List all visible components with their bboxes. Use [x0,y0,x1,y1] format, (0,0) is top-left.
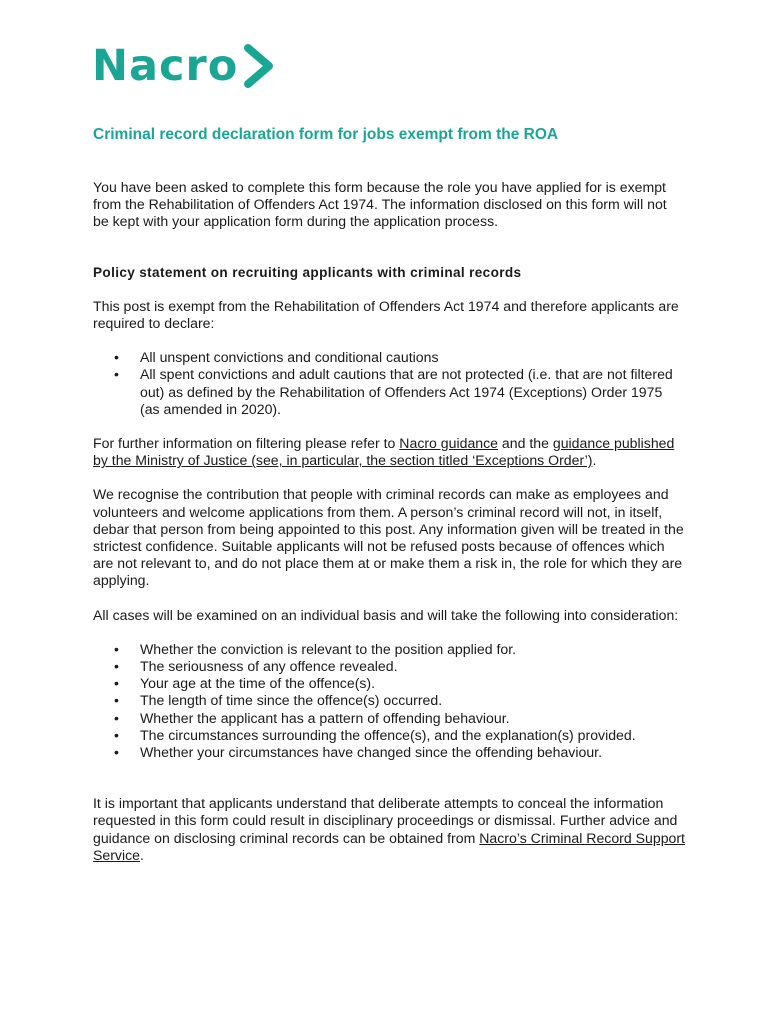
logo-wordmark: Nacro [92,40,239,91]
list-item [93,349,685,366]
list-item-text: Your age at the time of the offence(s). [140,675,376,692]
list-item-text: All unspent convictions and conditional cautions [140,349,439,366]
bullet-icon: • [114,709,119,726]
chevron-right-icon [242,43,276,89]
nacro-logo [92,40,276,92]
cases-paragraph: All cases will be examined on an individual basis and will take the following into consideration: [93,606,679,623]
bullet-icon: • [114,640,119,657]
closing-paragraph [93,795,685,864]
further-info-paragraph [93,435,685,469]
list-item [93,727,685,744]
list-item-text: The seriousness of any offence revealed. [140,658,398,675]
list-item [93,744,685,761]
further-info-text: and the [498,435,553,452]
document-body [93,179,685,881]
bullet-icon: • [114,349,119,366]
closing-text: It is important that applicants understand that deliberate attempts to conceal the information requested in this form could result in disciplinary proceedings or dismissal. Further advice and guidance on disclosing criminal records can be obtained from [93,795,678,846]
list-item-text: Whether the applicant has a pattern of offending behaviour. [140,709,510,726]
nacro-guidance-link[interactable]: Nacro guidance [399,435,499,452]
list-item-text: The length of time since the offence(s) occurred. [140,692,443,709]
list-item [93,710,685,727]
intro-paragraph: You have been asked to complete this form because the role you have applied for is exempt from the Rehabilitation of Offenders Act 1974. The information disclosed on this form will not be kept with your application form during the application process. [93,179,667,230]
bullet-icon: • [114,675,119,692]
bullet-icon: • [114,366,119,383]
bullet-icon: • [114,692,119,709]
moj-guidance-link[interactable]: guidance published by the Ministry of Justice (see, in particular, the section titled ‘Exceptions Order’) [93,435,675,469]
bullet-icon: • [114,744,119,761]
recognise-paragraph: We recognise the contribution that people with criminal records can make as employees and volunteers and welcome applications from them. A person’s criminal record will not, in itself, debar that person from being appointed to this post. Any information given will be treated in the strictest confidence. Suitable applicants will not be refused posts because of offences which are not relevant to, and do not place them at or make them a risk in, the role for which they are applying. [93,486,684,589]
further-info-text: . [592,452,597,469]
criminal-record-support-link[interactable]: Nacro’s Criminal Record Support Service [93,829,685,863]
closing-text: . [140,846,144,863]
consideration-list [93,641,685,761]
document-title: Criminal record declaration form for jobs exempt from the ROA [93,126,559,143]
list-item-text: The circumstances surrounding the offence(s), and the explanation(s) provided. [140,726,636,743]
bullet-icon: • [114,726,119,743]
list-item [93,366,685,418]
exempt-paragraph: This post is exempt from the Rehabilitation of Offenders Act 1974 and therefore applicants are required to declare: [93,297,679,332]
list-item [93,658,685,675]
list-item-text: Whether your circumstances have changed since the offending behaviour. [140,744,602,761]
bullet-icon: • [114,658,119,675]
further-info-text: For further information on filtering please refer to [93,435,400,452]
list-item-text: All spent convictions and adult cautions that are not protected (i.e. that are not filtered out) as defined by the Rehabilitation of Offenders Act 1974 (Exceptions) Order 1975 (as amended in 2020). [140,366,673,417]
policy-heading: Policy statement on recruiting applicants with criminal records [93,264,522,280]
declare-list [93,349,685,418]
list-item [93,641,685,658]
list-item [93,675,685,692]
list-item-text: Whether the conviction is relevant to the position applied for. [140,640,517,657]
list-item [93,692,685,709]
